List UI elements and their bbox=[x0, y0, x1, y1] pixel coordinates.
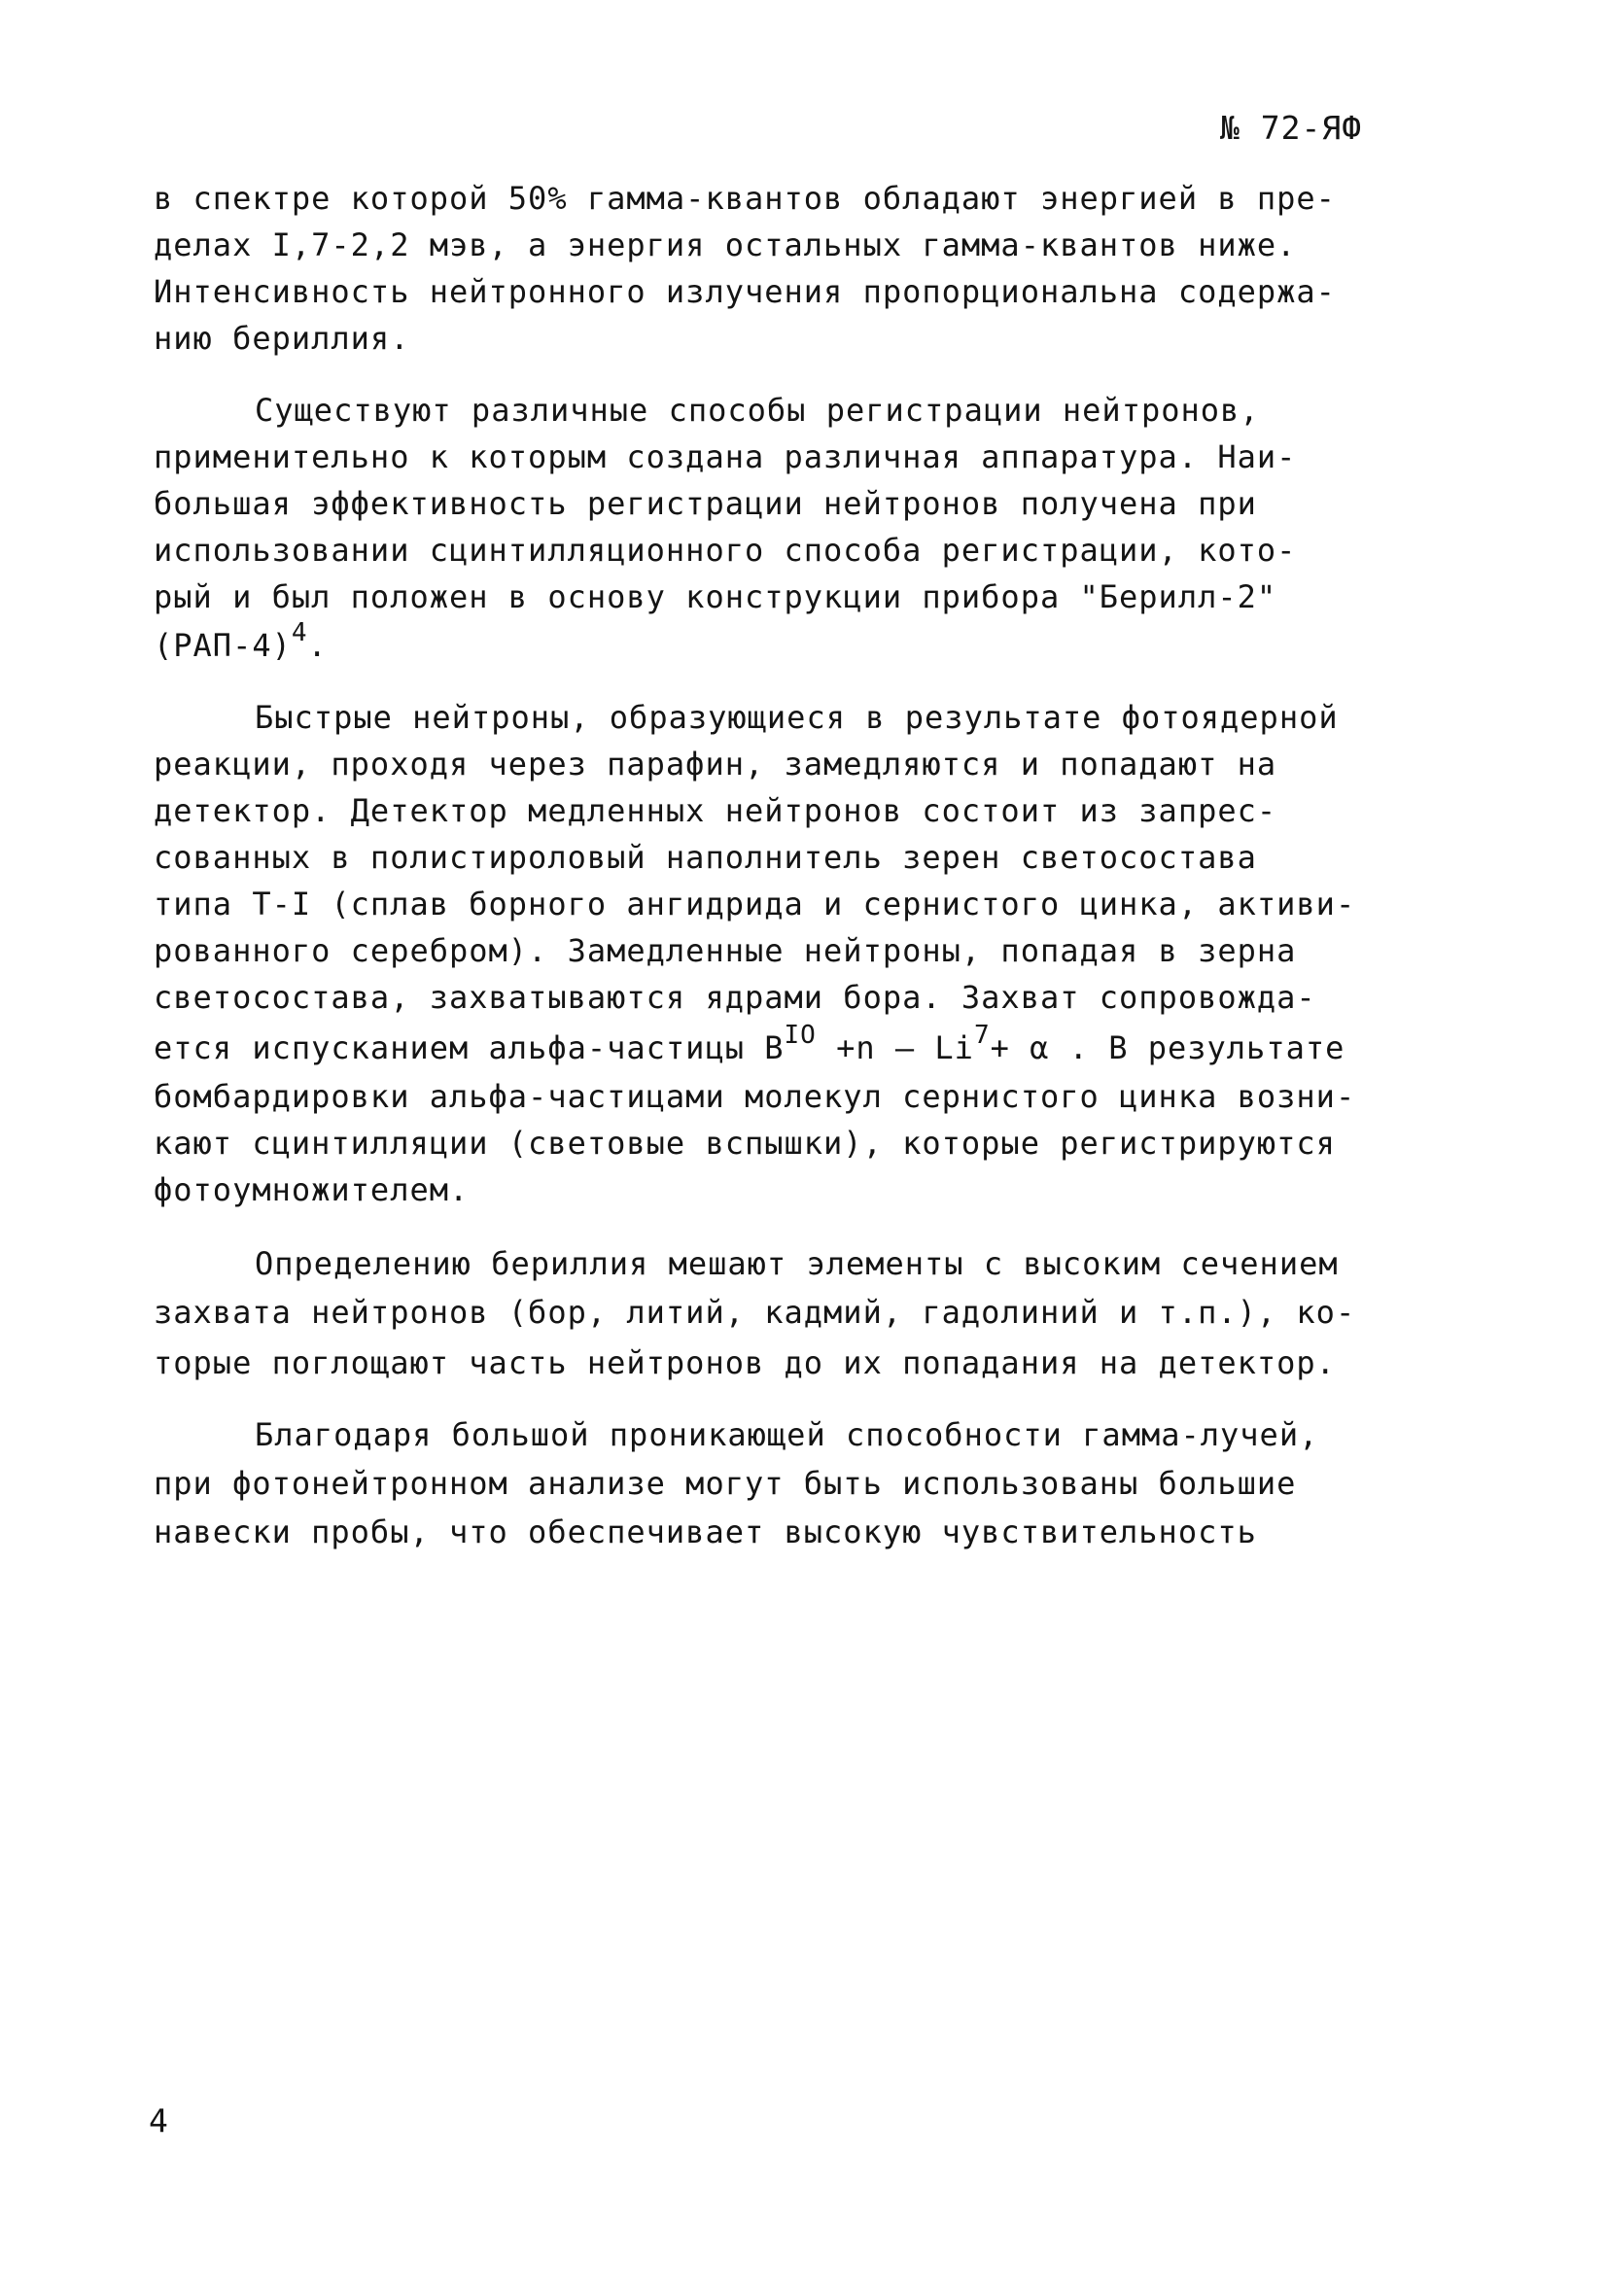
text-line: нию бериллия. bbox=[154, 320, 410, 357]
text-line: кают сцинтилляции (световые вспышки), которые регистрируются bbox=[154, 1125, 1336, 1162]
text-line: типа Т-I (сплав борного ангидрида и сернистого цинка, активи- bbox=[154, 886, 1356, 922]
text-line: рованного серебром). Замедленные нейтроны, попадая в зерна bbox=[154, 932, 1297, 969]
reference-superscript: 4 bbox=[291, 618, 308, 647]
formula-superscript-mass-7: 7 bbox=[973, 1021, 991, 1050]
text-line: бомбардировки альфа-частицами молекул сернистого цинка возни- bbox=[154, 1078, 1356, 1115]
formula-tail: + α . В результате bbox=[990, 1029, 1345, 1066]
text-line: торые поглощают часть нейтронов до их попадания на детектор. bbox=[154, 1344, 1336, 1381]
text-line: делах I,7-2,2 мэв, а энергия остальных гамма-квантов ниже. bbox=[154, 226, 1297, 263]
text-line: применительно к которым создана различная аппаратура. Наи- bbox=[154, 438, 1297, 475]
formula-middle: +n — Li bbox=[816, 1029, 974, 1066]
text-line: рый и был положен в основу конструкции прибора "Берилл-2" bbox=[154, 578, 1277, 615]
text-line: Интенсивность нейтронного излучения пропорциональна содержа- bbox=[154, 273, 1336, 310]
reference-line bbox=[154, 618, 328, 665]
paragraph-start-line: Существуют различные способы регистрации нейтронов, bbox=[255, 392, 1260, 429]
text-line: навески пробы, что обеспечивает высокую чувствительность bbox=[154, 1513, 1257, 1550]
formula-lead-text: ется испусканием альфа-частицы B bbox=[154, 1029, 785, 1066]
paragraph-start-line: Быстрые нейтроны, образующиеся в результате фотоядерной bbox=[255, 699, 1339, 736]
text-line: светосостава, захватываются ядрами бора. Захват сопровожда- bbox=[154, 979, 1316, 1016]
text-line: фотоумножителем. bbox=[154, 1171, 470, 1208]
paragraph-start-line: Благодаря большой проникающей способности гамма-лучей, bbox=[255, 1416, 1319, 1453]
reference-tail: . bbox=[307, 627, 328, 664]
text-line: сованных в полистироловый наполнитель зерен светосостава bbox=[154, 839, 1257, 876]
reference-text: (РАП-4) bbox=[154, 627, 292, 664]
text-line: в спектре которой 50% гамма-квантов обладают энергией в пре- bbox=[154, 180, 1336, 217]
text-line: большая эффективность регистрации нейтронов получена при bbox=[154, 485, 1257, 522]
text-line: захвата нейтронов (бор, литий, кадмий, гадолиний и т.п.), ко- bbox=[154, 1294, 1356, 1331]
page-number: 4 bbox=[149, 2102, 169, 2139]
text-line: детектор. Детектор медленных нейтронов состоит из запрес- bbox=[154, 792, 1277, 829]
document-number: № 72-ЯФ bbox=[1220, 109, 1363, 147]
text-line: использовании сцинтилляционного способа регистрации, кото- bbox=[154, 532, 1297, 569]
paragraph-start-line: Определению бериллия мешают элементы с высоким сечением bbox=[255, 1245, 1339, 1282]
text-line: реакции, проходя через парафин, замедляются и попадают на bbox=[154, 746, 1277, 783]
text-line: при фотонейтронном анализе могут быть использованы большие bbox=[154, 1465, 1297, 1502]
formula-line bbox=[154, 1021, 1345, 1067]
formula-superscript-mass-10: IO bbox=[784, 1021, 817, 1050]
